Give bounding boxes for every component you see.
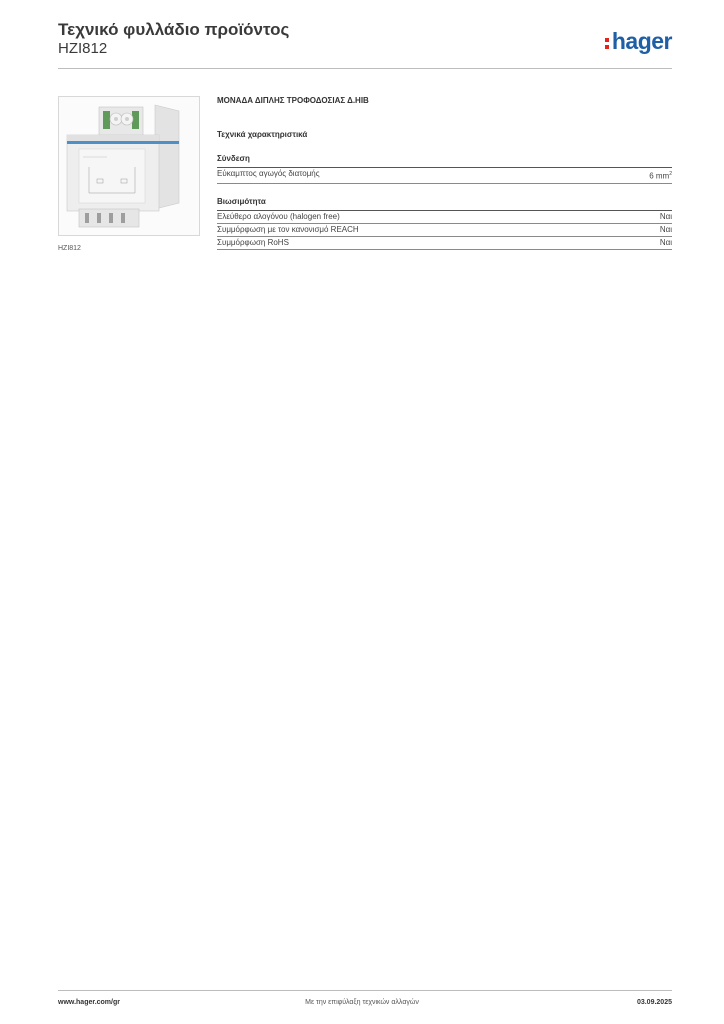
spec-row (217, 168, 672, 184)
spec-value: Ναι (659, 237, 672, 247)
spec-value-superscript: 2 (669, 171, 672, 177)
product-name: ΜΟΝΑΔΑ ΔΙΠΛΗΣ ΤΡΟΦΟΔΟΣΙΑΣ Δ.HIB (217, 96, 369, 105)
footer-date: 03.09.2025 (636, 999, 672, 1006)
footer-website-link[interactable]: www.hager.com/gr (58, 999, 120, 1006)
spec-value: 6 $mm^2$ (649, 171, 672, 181)
section-title: Σύνδεση (217, 154, 672, 168)
footer-divider (58, 990, 672, 991)
document-title: Τεχνικό φυλλάδιο προϊόντος (58, 20, 290, 39)
header-divider (58, 68, 672, 69)
section-title: Βιωσιμότητα (217, 197, 672, 211)
din-rail-module-illustration (59, 97, 199, 235)
logo-text: hager (611, 28, 672, 54)
technical-characteristics-heading: Τεχνικά χαρακτηριστικά (217, 130, 308, 139)
spec-label: Εύκαμπτος αγωγός διατομής (217, 169, 320, 178)
product-code: HZI812 (58, 40, 108, 57)
image-caption: HZI812 (58, 245, 81, 252)
spec-label: Συμμόρφωση RoHS (217, 237, 289, 247)
spec-value: Ναι (659, 211, 672, 221)
section-sustainability (217, 197, 672, 250)
footer-note: Με την επιφύλαξη τεχνικών αλλαγών (305, 999, 419, 1006)
spec-row (217, 211, 672, 224)
product-image (58, 96, 200, 236)
spec-row (217, 237, 672, 250)
spec-value: Ναι (659, 224, 672, 234)
product-details (217, 96, 672, 263)
logo-dots-icon (605, 36, 610, 50)
spec-label: Συμμόρφωση με τον κανονισμό REACH (217, 224, 359, 234)
hager-logo[interactable] (605, 28, 672, 54)
section-connection (217, 154, 672, 184)
spec-row (217, 224, 672, 237)
spec-label: Ελεύθερο αλογόνου (halogen free) (217, 211, 340, 221)
